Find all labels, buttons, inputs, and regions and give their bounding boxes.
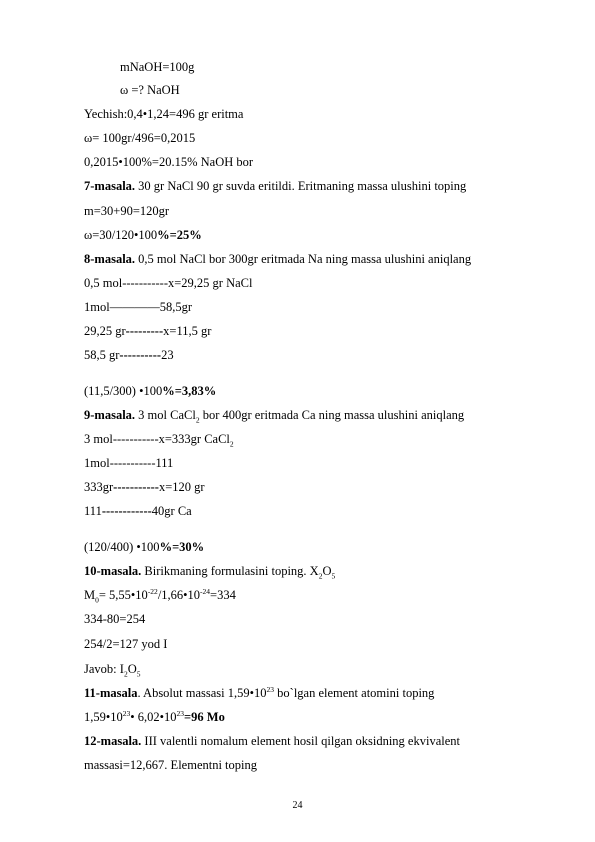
problem-8-ratio-4	[84, 347, 174, 363]
subscript: 0	[95, 595, 99, 605]
problem-8-answer: %=3,83%	[162, 384, 217, 398]
problem-10-text: Birikmaning formulasini toping. X	[141, 564, 319, 578]
problem-9-ratio-3	[84, 479, 205, 495]
answer-text: Javob: I	[84, 662, 124, 676]
problem-10-answer	[84, 661, 140, 677]
given-omega: ω =? NaOH	[120, 83, 180, 97]
problem-9-text-rest: bor 400gr eritmada Ca ning massa ulushini aniqlang	[199, 408, 465, 422]
superscript: 23	[122, 708, 131, 718]
problem-8-statement	[84, 251, 471, 267]
problem-8-ratio-2: 1mol————58,5gr	[84, 300, 192, 314]
ratio-left: 333gr	[84, 480, 114, 494]
subscript: 5	[136, 669, 141, 679]
problem-7-text: 30 gr NaCl 90 gr suvda eritildi. Eritmaning massa ulushini toping	[135, 179, 467, 193]
problem-10-statement	[84, 563, 335, 579]
given-mass: mNaOH=100g	[120, 60, 195, 74]
problem-8-calc	[84, 383, 216, 399]
problem-10-molar-mass	[84, 587, 236, 603]
problem-10-label: 10-masala.	[84, 564, 142, 578]
problem-9-statement	[84, 407, 464, 423]
problem-11-text-rest: bo`lgan element atomini toping	[274, 686, 435, 700]
subscript: 2	[229, 439, 234, 449]
calc-part: • 6,02•10	[130, 710, 177, 724]
problem-11-statement	[84, 685, 434, 701]
ratio-dashes: ------------	[101, 504, 152, 518]
problem-9-answer: %=30%	[159, 540, 205, 554]
calc-expression: (11,5/300) •100	[84, 384, 163, 398]
ratio-left: 58,5 gr	[84, 348, 120, 362]
ratio-dashes: -----------	[113, 480, 159, 494]
result-line: 0,2015•100%=20.15% NaOH bor	[84, 155, 254, 169]
ratio-dashes: ---------	[125, 324, 164, 338]
calc-expression: (120/400) •100	[84, 540, 160, 554]
problem-12-text: III valentli nomalum element hosil qilgan oksidning ekvivalent	[141, 734, 460, 748]
calc-part: /1,66•10	[157, 588, 201, 602]
problem-8-ratio-1: 0,5 mol-----------x=29,25 gr NaCl	[84, 276, 253, 290]
problem-11-text: . Absolut massasi 1,59•10	[137, 686, 267, 700]
problem-8-label: 8-masala.	[84, 252, 136, 266]
subscript: 2	[123, 669, 128, 679]
problem-7-statement	[84, 178, 466, 194]
problem-7-step1: m=30+90=120gr	[84, 204, 170, 218]
problem-8-text: 0,5 mol NaCl bor 300gr eritmada Na ning massa ulushini aniqlang	[135, 252, 472, 266]
formula-o: O	[127, 662, 137, 676]
subscript: 2	[318, 571, 323, 581]
superscript: -24	[200, 586, 211, 596]
subscript: 5	[331, 571, 336, 581]
superscript: -22	[147, 586, 158, 596]
problem-7-step2	[84, 227, 202, 243]
ratio-left: 29,25 gr	[84, 324, 126, 338]
calc-part: 1,59•10	[84, 710, 123, 724]
problem-8-ratio-3	[84, 323, 211, 339]
problem-9-ratio-2: 1mol-----------111	[84, 456, 174, 470]
calc-part: = 5,55•10	[98, 588, 148, 602]
ratio-right: x=120 gr	[158, 480, 205, 494]
problem-12-statement	[84, 733, 460, 749]
problem-7-answer: %=25%	[157, 228, 202, 242]
ratio-right: 23	[161, 348, 174, 362]
m-label: M	[84, 588, 96, 602]
superscript: 23	[176, 708, 185, 718]
problem-11-label: 11-masala	[84, 686, 138, 700]
problem-9-ratio-1	[84, 431, 234, 447]
problem-9-calc	[84, 539, 204, 555]
problem-10-step2: 254/2=127 yod I	[84, 637, 168, 651]
ratio-right: x=11,5 gr	[163, 324, 212, 338]
page-number: 24	[292, 800, 303, 811]
problem-11-calc	[84, 709, 225, 725]
subscript: 2	[195, 415, 200, 425]
problem-10-step1: 334-80=254	[84, 612, 146, 626]
ratio-left: 111	[84, 504, 102, 518]
solution-line: Yechish:0,4•1,24=496 gr eritma	[84, 107, 244, 121]
problem-11-answer: =96 Mo	[184, 710, 225, 724]
problem-7-label: 7-masala.	[84, 179, 136, 193]
ratio-text: 3 mol-----------x=333gr CaCl	[84, 432, 230, 446]
ratio-dashes: ----------	[119, 348, 162, 362]
superscript: 23	[266, 684, 275, 694]
omega-line: ω= 100gr/496=0,2015	[84, 131, 196, 145]
problem-9-label: 9-masala.	[84, 408, 136, 422]
problem-12-statement-cont: massasi=12,667. Elementni toping	[84, 758, 258, 772]
problem-12-label: 12-masala.	[84, 734, 142, 748]
formula-o: O	[322, 564, 332, 578]
problem-9-ratio-4	[84, 503, 192, 519]
calc-part: =334	[210, 588, 236, 602]
problem-9-text: 3 mol CaCl	[135, 408, 196, 422]
problem-7-calc: ω=30/120•100	[84, 228, 158, 242]
ratio-right: 40gr Ca	[151, 504, 192, 518]
